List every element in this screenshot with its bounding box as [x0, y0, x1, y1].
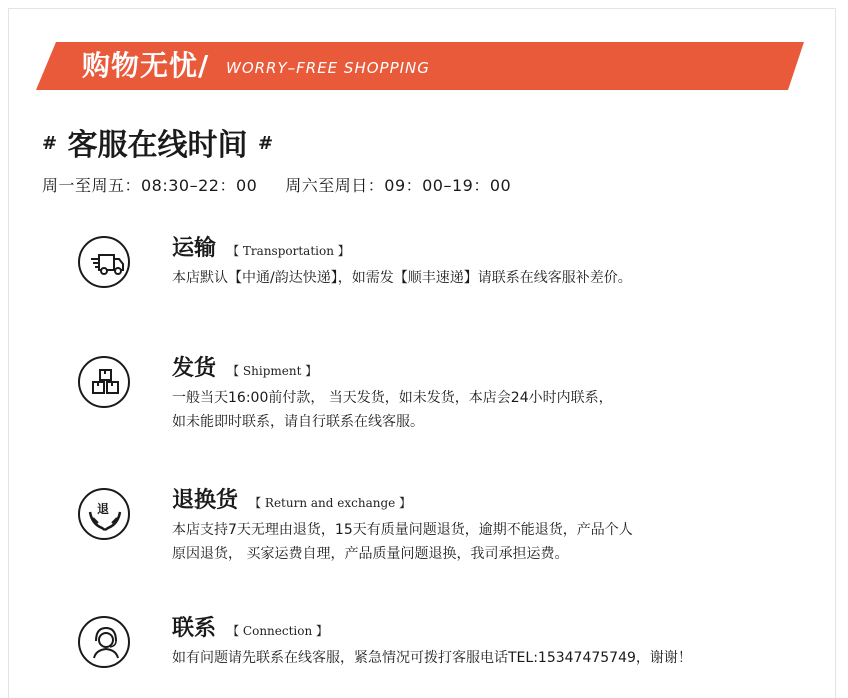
- item-heading: [172, 614, 328, 644]
- item-heading: [172, 354, 317, 384]
- banner-subtitle: WORRY–FREE SHOPPING: [226, 59, 430, 77]
- delivery-truck-icon: [78, 236, 130, 288]
- content-frame: [8, 8, 836, 698]
- service-hours-title: [42, 124, 273, 166]
- item-description: [172, 518, 812, 566]
- item-english-label: 【 Shipment 】: [227, 364, 318, 378]
- item-title: 发货: [172, 356, 217, 381]
- boxes-icon: [78, 356, 130, 408]
- description-line: 如有问题请先联系在线客服，紧急情况可拨打客服电话TEL:15347475749，谢谢！: [172, 650, 692, 666]
- service-hours-heading: 客服在线时间: [67, 128, 248, 163]
- item-title: 联系: [172, 616, 217, 641]
- item-heading: [172, 486, 411, 516]
- item-english-label: 【 Return and exchange 】: [249, 496, 412, 510]
- customer-service-icon: [78, 616, 130, 668]
- description-line: 一般当天16:00前付款， 当天发货，如未发货，本店会24小时内联系，: [172, 390, 613, 406]
- item-title: 运输: [172, 236, 217, 261]
- item-english-label: 【 Connection 】: [227, 624, 329, 638]
- banner-title: 购物无忧/: [82, 49, 210, 82]
- description-line: 本店支持7天无理由退货，15天有质量问题退货，逾期不能退货，产品个人: [172, 522, 633, 538]
- return-hands-icon: [78, 488, 130, 540]
- item-description: [172, 266, 812, 290]
- description-line: 原因退货， 买家运费自理，产品质量问题退换，我司承担运费。: [172, 546, 569, 562]
- item-heading: [172, 234, 350, 264]
- description-line: 本店默认【中通/韵达快递】，如需发【顺丰速递】请联系在线客服补差价。: [172, 270, 632, 286]
- item-description: [172, 646, 812, 670]
- item-title: 退换货: [172, 488, 239, 513]
- worry-free-banner: [36, 42, 804, 90]
- description-line: 如未能即时联系，请自行联系在线客服。: [172, 414, 424, 430]
- item-description: [172, 386, 812, 434]
- hash-right: #: [258, 133, 274, 154]
- service-hours-text: 周一至周五：08:30–22：00 周六至周日：09：00–19：00: [42, 176, 512, 195]
- hash-left: #: [42, 133, 58, 154]
- return-icon-char: 退: [97, 502, 110, 516]
- item-english-label: 【 Transportation 】: [227, 244, 350, 258]
